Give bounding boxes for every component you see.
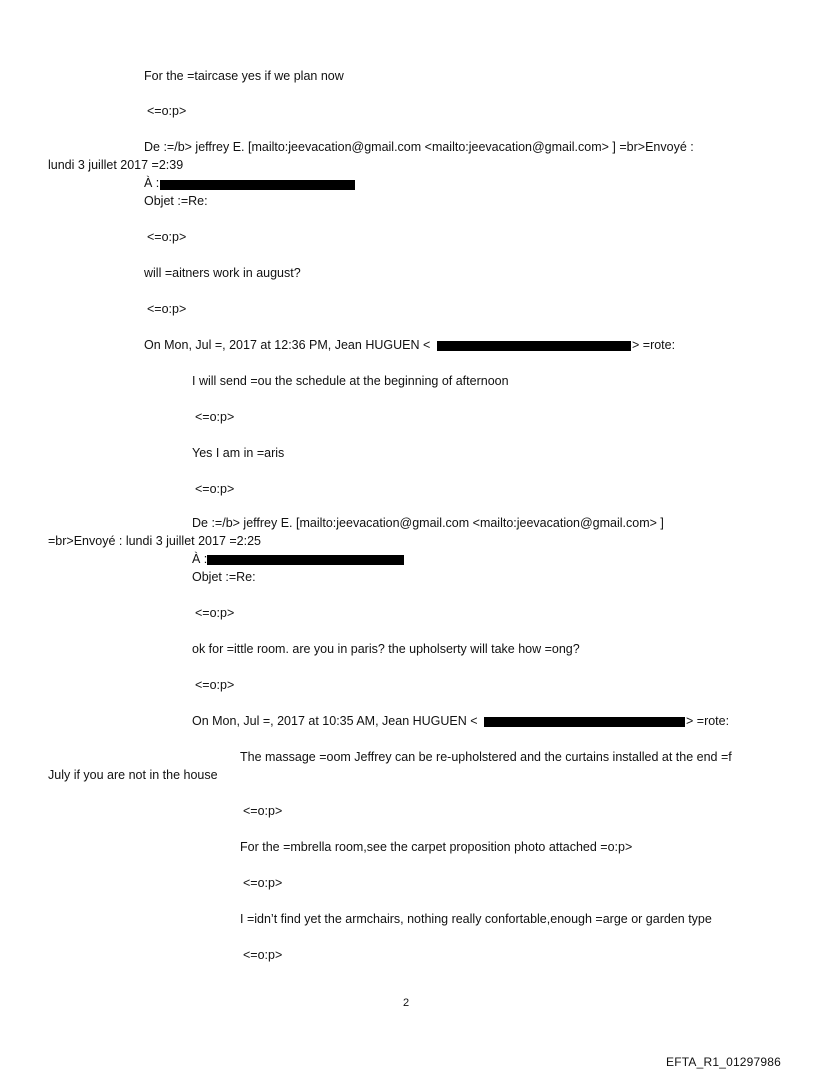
header1-to-label: À :	[144, 176, 160, 190]
quote1-intro: On Mon, Jul =, 2017 at 12:36 PM, Jean HUGUEN <	[144, 338, 431, 352]
quoted-text: For the =mbrella room,see the carpet proposition photo attached =o:p>	[240, 840, 633, 854]
op-marker: <=o:p>	[195, 482, 235, 496]
redaction-bar	[484, 717, 685, 727]
header1-date: lundi 3 juillet 2017 =2:39	[48, 158, 184, 172]
quote2-intro: On Mon, Jul =, 2017 at 10:35 AM, Jean HUGUEN <	[192, 714, 478, 728]
quoted-text: I will send =ou the schedule at the beginning of afternoon	[192, 374, 509, 388]
message-text: ok for =ittle room. are you in paris? the upholserty will take how =ong?	[192, 642, 580, 656]
op-marker: <=o:p>	[147, 302, 187, 316]
op-marker: <=o:p>	[147, 230, 187, 244]
quoted-text: I =idn’t find yet the armchairs, nothing really confortable,enough =arge or garden type	[240, 912, 712, 926]
header2-date: =br>Envoyé : lundi 3 juillet 2017 =2:25	[48, 534, 262, 548]
header2-to-label: À :	[192, 552, 208, 566]
op-marker: <=o:p>	[195, 410, 235, 424]
op-marker: <=o:p>	[243, 948, 283, 962]
document-id: EFTA_R1_01297986	[666, 1055, 782, 1069]
quote2-intro-end: > =rote:	[686, 714, 730, 728]
op-marker: <=o:p>	[195, 606, 235, 620]
op-marker: <=o:p>	[147, 104, 187, 118]
page-number: 2	[403, 997, 410, 1009]
header1-from: De :=/b> jeffrey E. [mailto:jeevacation@gmail.com <mailto:jeevacation@gmail.com> ] =br>Envoyé :	[144, 140, 694, 154]
header2-subject: Objet :=Re:	[192, 570, 256, 584]
op-marker: <=o:p>	[243, 876, 283, 890]
redaction-bar	[437, 341, 631, 351]
reply-text: For the =taircase yes if we plan now	[144, 69, 344, 83]
quoted-text: Yes I am in =aris	[192, 446, 285, 460]
quoted-text: July if you are not in the house	[48, 768, 218, 782]
message-text: will =aitners work in august?	[144, 266, 301, 280]
redaction-bar	[160, 180, 355, 190]
header2-from: De :=/b> jeffrey E. [mailto:jeevacation@gmail.com <mailto:jeevacation@gmail.com> ]	[192, 516, 664, 530]
quoted-text: The massage =oom Jeffrey can be re-upholstered and the curtains installed at the end =f	[240, 750, 732, 764]
op-marker: <=o:p>	[195, 678, 235, 692]
op-marker: <=o:p>	[243, 804, 283, 818]
redaction-bar	[207, 555, 404, 565]
header1-subject: Objet :=Re:	[144, 194, 208, 208]
quote1-intro-end: > =rote:	[632, 338, 676, 352]
